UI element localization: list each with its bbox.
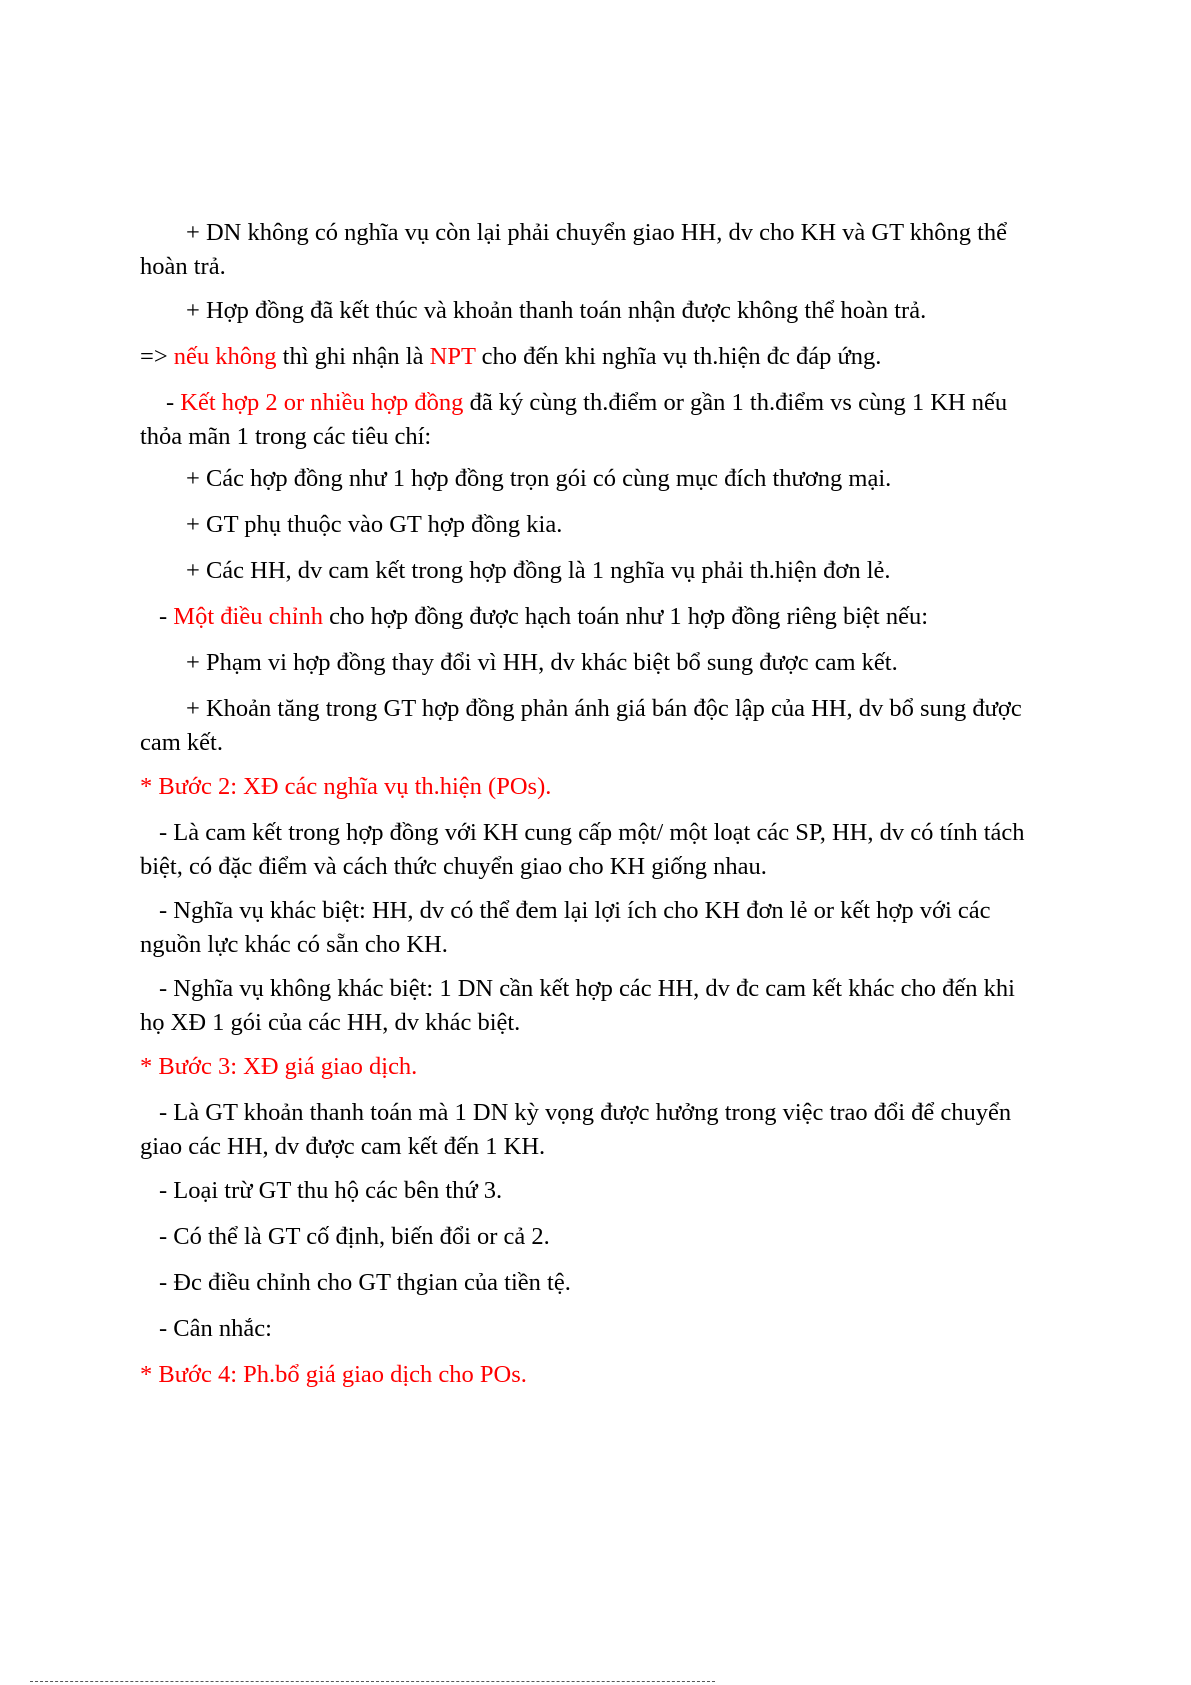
paragraph-bullet: + Khoản tăng trong GT hợp đồng phản ánh giá bán độc lập của HH, dv bổ sung được cam kết. xyxy=(140,695,1022,756)
paragraph-bullet: + Hợp đồng đã kết thúc và khoản thanh toán nhận được không thể hoàn trả. xyxy=(186,297,927,324)
paragraph-bullet: + Phạm vi hợp đồng thay đổi vì HH, dv khác biệt bổ sung được cam kết. xyxy=(186,649,898,676)
section-heading-step-2: * Bước 2: XĐ các nghĩa vụ th.hiện (POs). xyxy=(140,773,552,800)
paragraph-dash: - Cân nhắc: xyxy=(159,1315,272,1342)
paragraph-dash: - Có thể là GT cố định, biến đổi or cả 2. xyxy=(159,1223,550,1250)
paragraph-dash: - Nghĩa vụ khác biệt: HH, dv có thể đem lại lợi ích cho KH đơn lẻ or kết hợp với các nguồn lực khác có sẵn cho KH. xyxy=(140,897,991,958)
page-bottom-divider xyxy=(30,1681,715,1682)
paragraph-dash: - Loại trừ GT thu hộ các bên thứ 3. xyxy=(159,1177,503,1204)
paragraph-dash: - Đc điều chỉnh cho GT thgian của tiền tệ. xyxy=(159,1269,571,1296)
paragraph-dash: - Là GT khoản thanh toán mà 1 DN kỳ vọng được hưởng trong việc trao đổi để chuyển giao các HH, dv được cam kết đến 1 KH. xyxy=(140,1099,1012,1160)
paragraph-dash: - Là cam kết trong hợp đồng với KH cung cấp một/ một loạt các SP, HH, dv có tính tách biệt, có đặc điểm và cách thức chuyển giao cho KH giống nhau. xyxy=(140,819,1025,880)
section-heading-step-3: * Bước 3: XĐ giá giao dịch. xyxy=(140,1053,418,1080)
paragraph-dash: - Một điều chỉnh cho hợp đồng được hạch toán như 1 hợp đồng riêng biệt nếu: xyxy=(159,603,929,630)
paragraph-bullet: + Các HH, dv cam kết trong hợp đồng là 1 nghĩa vụ phải th.hiện đơn lẻ. xyxy=(186,557,891,584)
paragraph-bullet: + Các hợp đồng như 1 hợp đồng trọn gói có cùng mục đích thương mại. xyxy=(186,465,892,492)
paragraph-bullet: + GT phụ thuộc vào GT hợp đồng kia. xyxy=(186,511,563,538)
section-heading-step-4: * Bước 4: Ph.bổ giá giao dịch cho POs. xyxy=(140,1361,527,1388)
paragraph-bullet: + DN không có nghĩa vụ còn lại phải chuyển giao HH, dv cho KH và GT không thể hoàn trả. xyxy=(140,219,1008,280)
paragraph-dash: - Kết hợp 2 or nhiều hợp đồng đã ký cùng th.điểm or gần 1 th.điểm vs cùng 1 KH nếu thỏa mãn 1 trong các tiêu chí: xyxy=(140,389,1008,450)
paragraph-dash: - Nghĩa vụ không khác biệt: 1 DN cần kết hợp các HH, dv đc cam kết khác cho đến khi họ XĐ 1 gói của các HH, dv khác biệt. xyxy=(140,975,1015,1036)
paragraph-conclusion: => nếu không thì ghi nhận là NPT cho đến khi nghĩa vụ th.hiện đc đáp ứng. xyxy=(140,343,882,370)
